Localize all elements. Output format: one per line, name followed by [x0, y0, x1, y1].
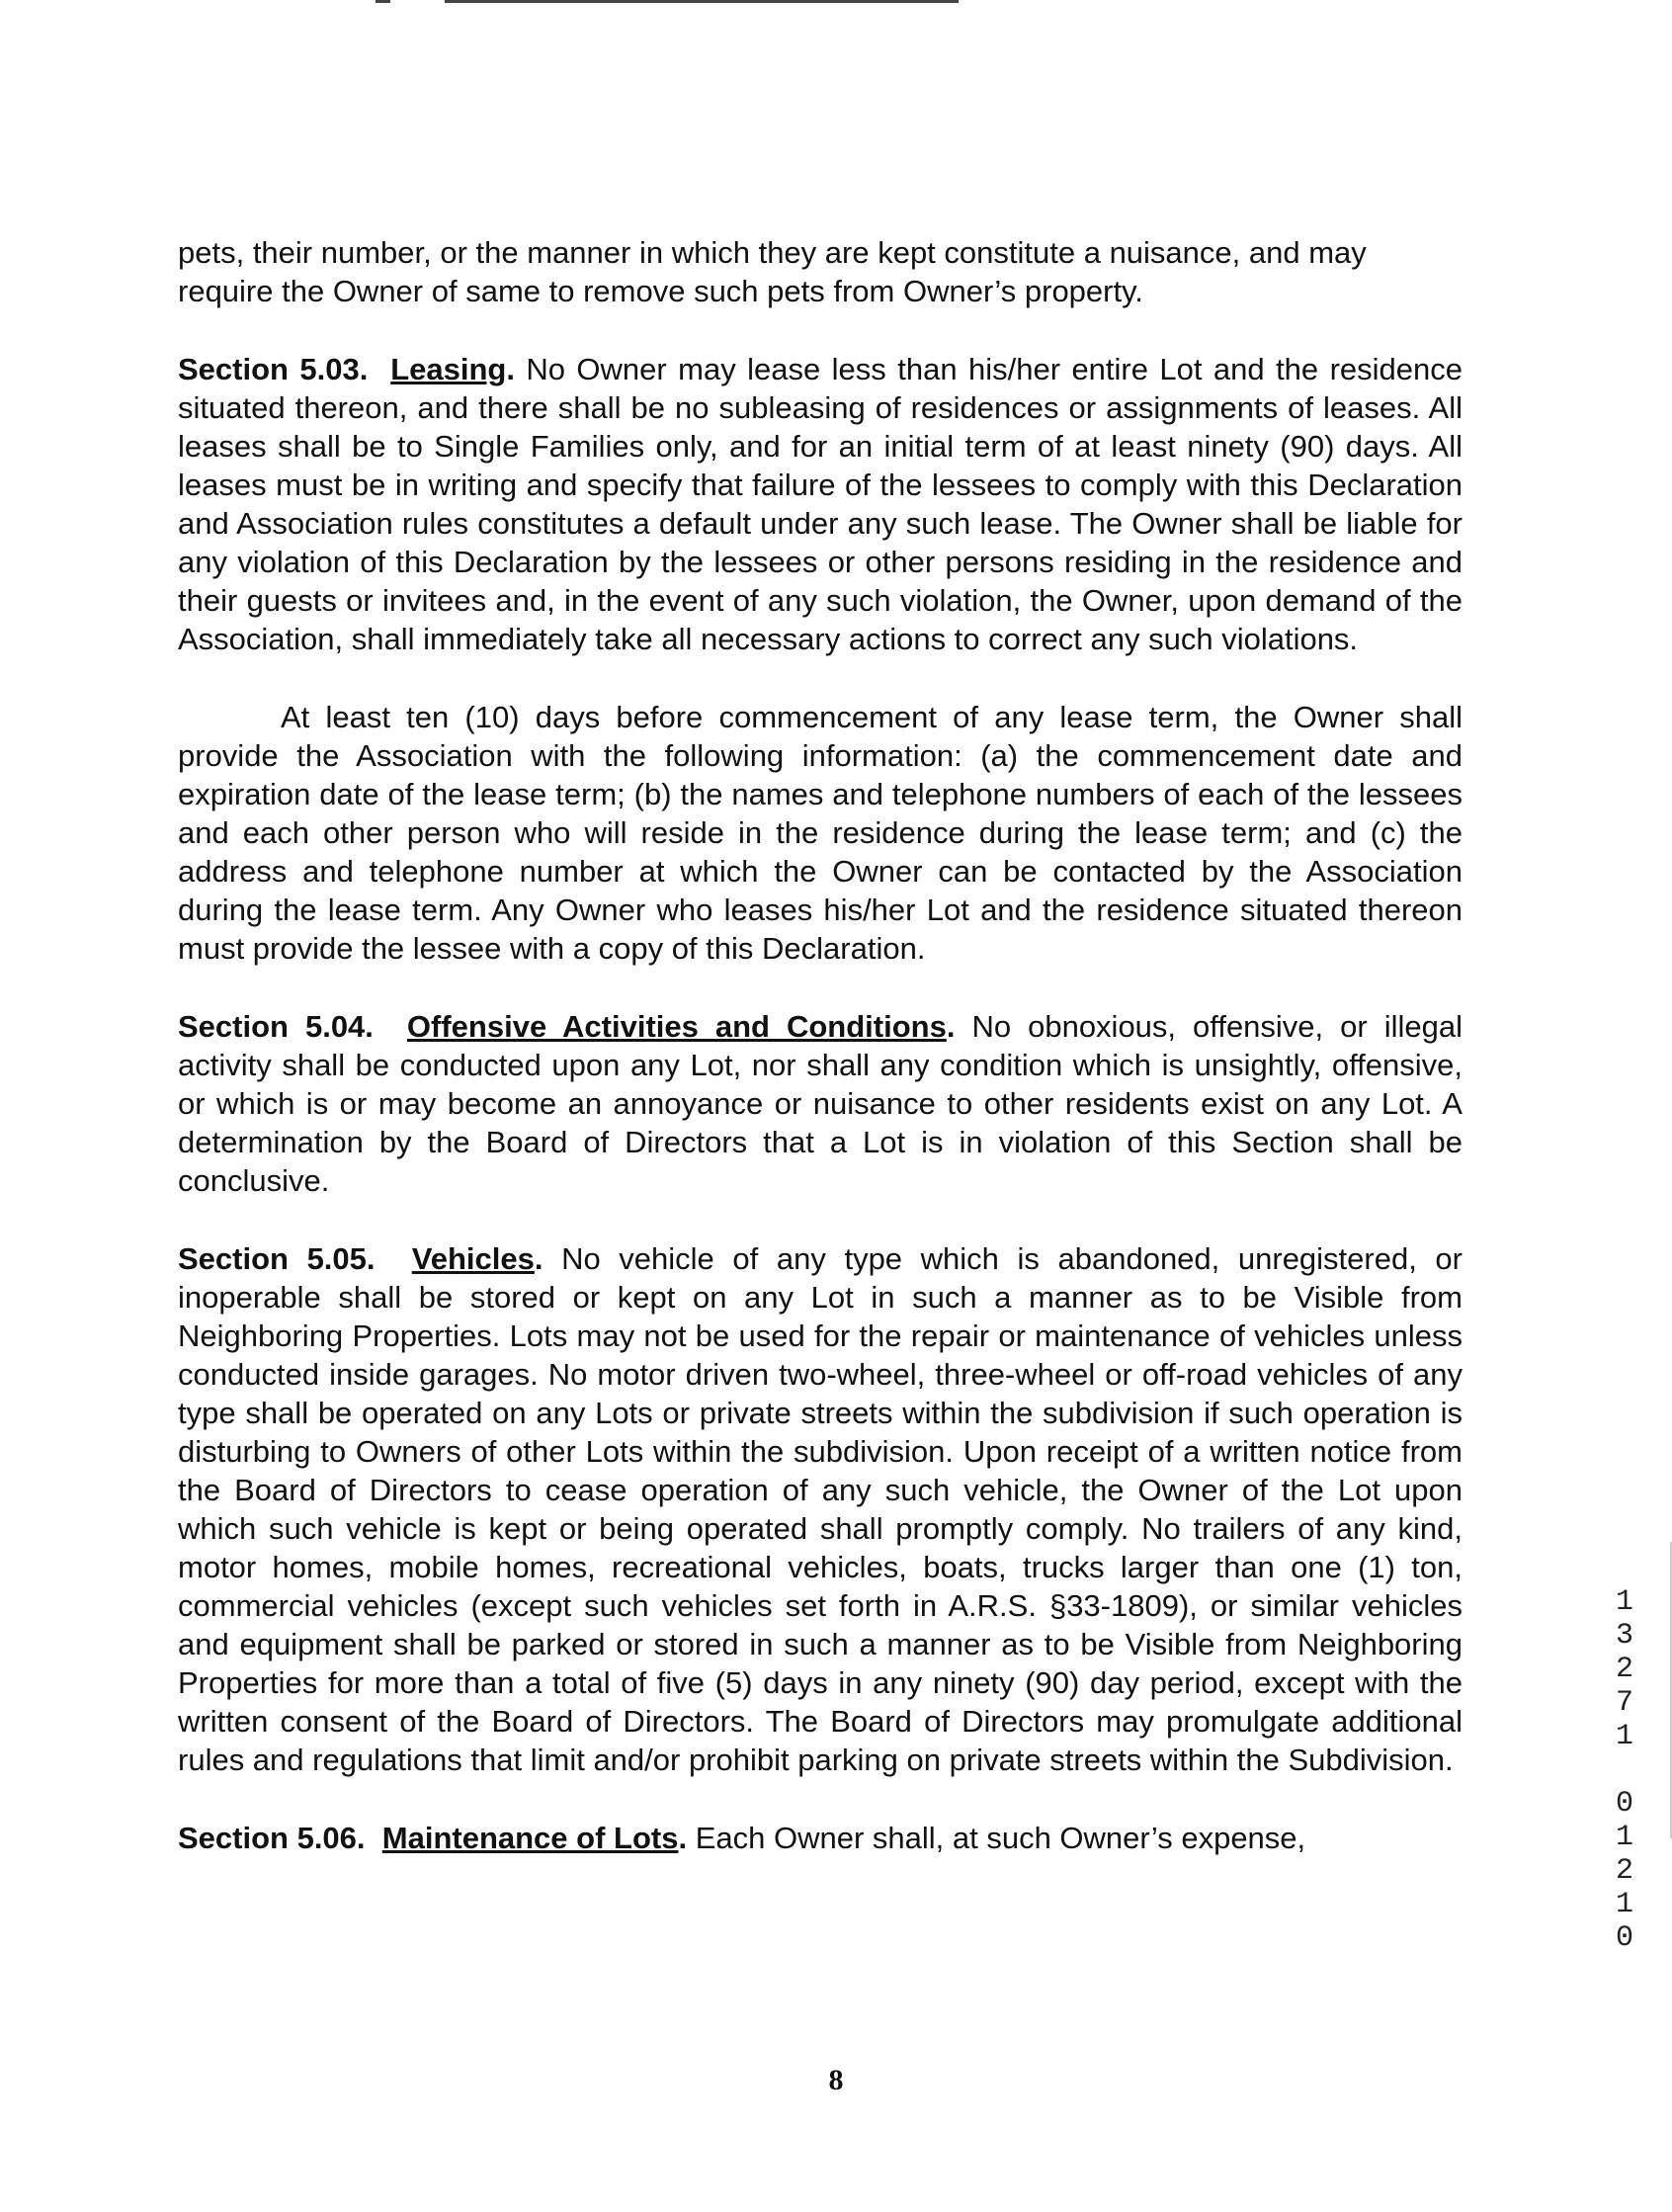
section-number: Section 5.03. — [178, 352, 369, 386]
top-edge-gap — [390, 0, 445, 3]
section-number: Section 5.05. — [178, 1241, 376, 1276]
section-body: No Owner may lease less than his/her entire Lot and the residence situated thereon, and there shall be no subleasing of residences or assignments of leases. All leases shall be to Single Families only, and for an initial term of at least ninety (90) days. All leases must be in writing and specify that failure of the lessees to comply with this Declaration and Association rules constitutes a default under any such lease. The Owner shall be liable for any violation of this Declaration by the lessees or other persons residing in the residence and their guests or invitees and, in the event of any such violation, the Owner, upon demand of the Association, shall immediately take all necessary actions to correct any such violations. — [178, 352, 1463, 656]
intro-paragraph: pets, their number, or the manner in which they are kept constitute a nuisance, and may require the Owner of same to remove such pets from Owner’s property. — [178, 235, 1367, 308]
stamp-digit: 1 — [1615, 1585, 1633, 1619]
page-number: 8 — [828, 2064, 844, 2096]
top-edge-rule — [376, 0, 959, 3]
recording-number-stamp — [1601, 1585, 1648, 1955]
section-title: Offensive Activities and Conditions — [406, 1009, 947, 1044]
section-number: Section 5.04. — [178, 1009, 374, 1044]
stamp-digit: 1 — [1615, 1720, 1633, 1753]
section-title: Vehicles — [411, 1241, 535, 1276]
section-5-04-offensive-activities: Section 5.04. Offensive Activities and Conditions. No obnoxious, offensive, or illegal activity shall be conducted upon any Lot, nor shall any condition which is unsightly, offensive, or which is or may become an annoyance or nuisance to other residents exist on any Lot. A determination by the Board of Directors that a Lot is in violation of this Section shall be conclusive. — [178, 1009, 1463, 1198]
section-5-05-vehicles: Section 5.05. Vehicles. No vehicle of any type which is abandoned, unregistered, or inoperable shall be stored or kept on any Lot in such a manner as to be Visible from Neighboring Properties. Lots may not be used for the repair or maintenance of vehicles unless conducted inside garages. No motor driven two-wheel, three-wheel or off-road vehicles of any type shall be operated on any Lots or private streets within the subdivision if such operation is disturbing to Owners of other Lots within the subdivision. Upon receipt of a written notice from the Board of Directors to cease operation of any such vehicle, the Owner of the Lot upon which such vehicle is kept or being operated shall promptly comply. No trailers of any kind, motor homes, mobile homes, recreational vehicles, boats, trucks larger than one (1) ton, commercial vehicles (except such vehicles set forth in A.R.S. §33-1809), or similar vehicles and equipment shall be parked or stored in such a manner as to be Visible from Neighboring Properties for more than a total of five (5) days in any ninety (90) day period, except with the written consent of the Board of Directors. The Board of Directors may promulgate additional rules and regulations that limit and/or prohibit parking on private streets within the Subdivision. — [178, 1241, 1463, 1777]
stamp-digit: 7 — [1615, 1686, 1633, 1720]
section-5-03-continuation: At least ten (10) days before commencement of any lease term, the Owner shall provide the Association with the following information: (a) the commencement date and expiration date of the lease term; (b) the names and telephone numbers of each of the lessees and each other person who will reside in the residence during the lease term; and (c) the address and telephone number at which the Owner can be contacted by the Association during the lease term. Any Owner who leases his/her Lot and the residence situated thereon must provide the lessee with a copy of this Declaration. — [178, 700, 1463, 966]
stamp-digit: 1 — [1615, 1888, 1633, 1921]
section-body: No obnoxious, offensive, or illegal activity shall be conducted upon any Lot, nor shall any condition which is unsightly, offensive, or which is or may become an annoyance or nuisance to other residents exist on any Lot. A determination by the Board of Directors that a Lot is in violation of this Section shall be conclusive. — [178, 1009, 1463, 1198]
section-body: No vehicle of any type which is abandoned, unregistered, or inoperable shall be stored or kept on any Lot in such a manner as to be Visible from Neighboring Properties. Lots may not be used for the repair or maintenance of vehicles unless conducted inside garages. No motor driven two-wheel, three-wheel or off-road vehicles of any type shall be operated on any Lots or private streets within the subdivision if such operation is disturbing to Owners of other Lots within the subdivision. Upon receipt of a written notice from the Board of Directors to cease operation of any such vehicle, the Owner of the Lot upon which such vehicle is kept or being operated shall promptly comply. No trailers of any kind, motor homes, mobile homes, recreational vehicles, boats, trucks larger than one (1) ton, commercial vehicles (except such vehicles set forth in A.R.S. §33-1809), or similar vehicles and equipment shall be parked or stored in such a manner as to be Visible from Neighboring Properties for more than a total of five (5) days in any ninety (90) day period, except with the written consent of the Board of Directors. The Board of Directors may promulgate additional rules and regulations that limit and/or prohibit parking on private streets within the Subdivision. — [178, 1241, 1463, 1777]
stamp-digit: 1 — [1615, 1821, 1633, 1854]
section-5-03-leasing: Section 5.03. Leasing. No Owner may lease less than his/her entire Lot and the residence situated thereon, and there shall be no subleasing of residences or assignments of leases. All leases shall be to Single Families only, and for an initial term of at least ninety (90) days. All leases must be in writing and specify that failure of the lessees to comply with this Declaration and Association rules constitutes a default under any such lease. The Owner shall be liable for any violation of this Declaration by the lessees or other persons residing in the residence and their guests or invitees and, in the event of any such violation, the Owner, upon demand of the Association, shall immediately take all necessary actions to correct any such violations. — [178, 352, 1463, 656]
stamp-gap — [1601, 1753, 1648, 1787]
section-title: Leasing — [390, 352, 507, 386]
stamp-digit: 2 — [1615, 1854, 1633, 1888]
stamp-digit: 0 — [1615, 1921, 1633, 1955]
document-body — [178, 233, 1463, 1897]
stamp-digit: 0 — [1615, 1787, 1633, 1821]
section-body: Each Owner shall, at such Owner’s expense, — [687, 1821, 1306, 1855]
stamp-digit: 2 — [1615, 1653, 1633, 1686]
stamp-digit: 3 — [1615, 1619, 1633, 1653]
section-number: Section 5.06. — [178, 1821, 366, 1855]
section-5-06-maintenance-of-lots: Section 5.06. Maintenance of Lots. Each Owner shall, at such Owner’s expense, — [178, 1821, 1306, 1855]
section-title: Maintenance of Lots — [381, 1821, 679, 1855]
